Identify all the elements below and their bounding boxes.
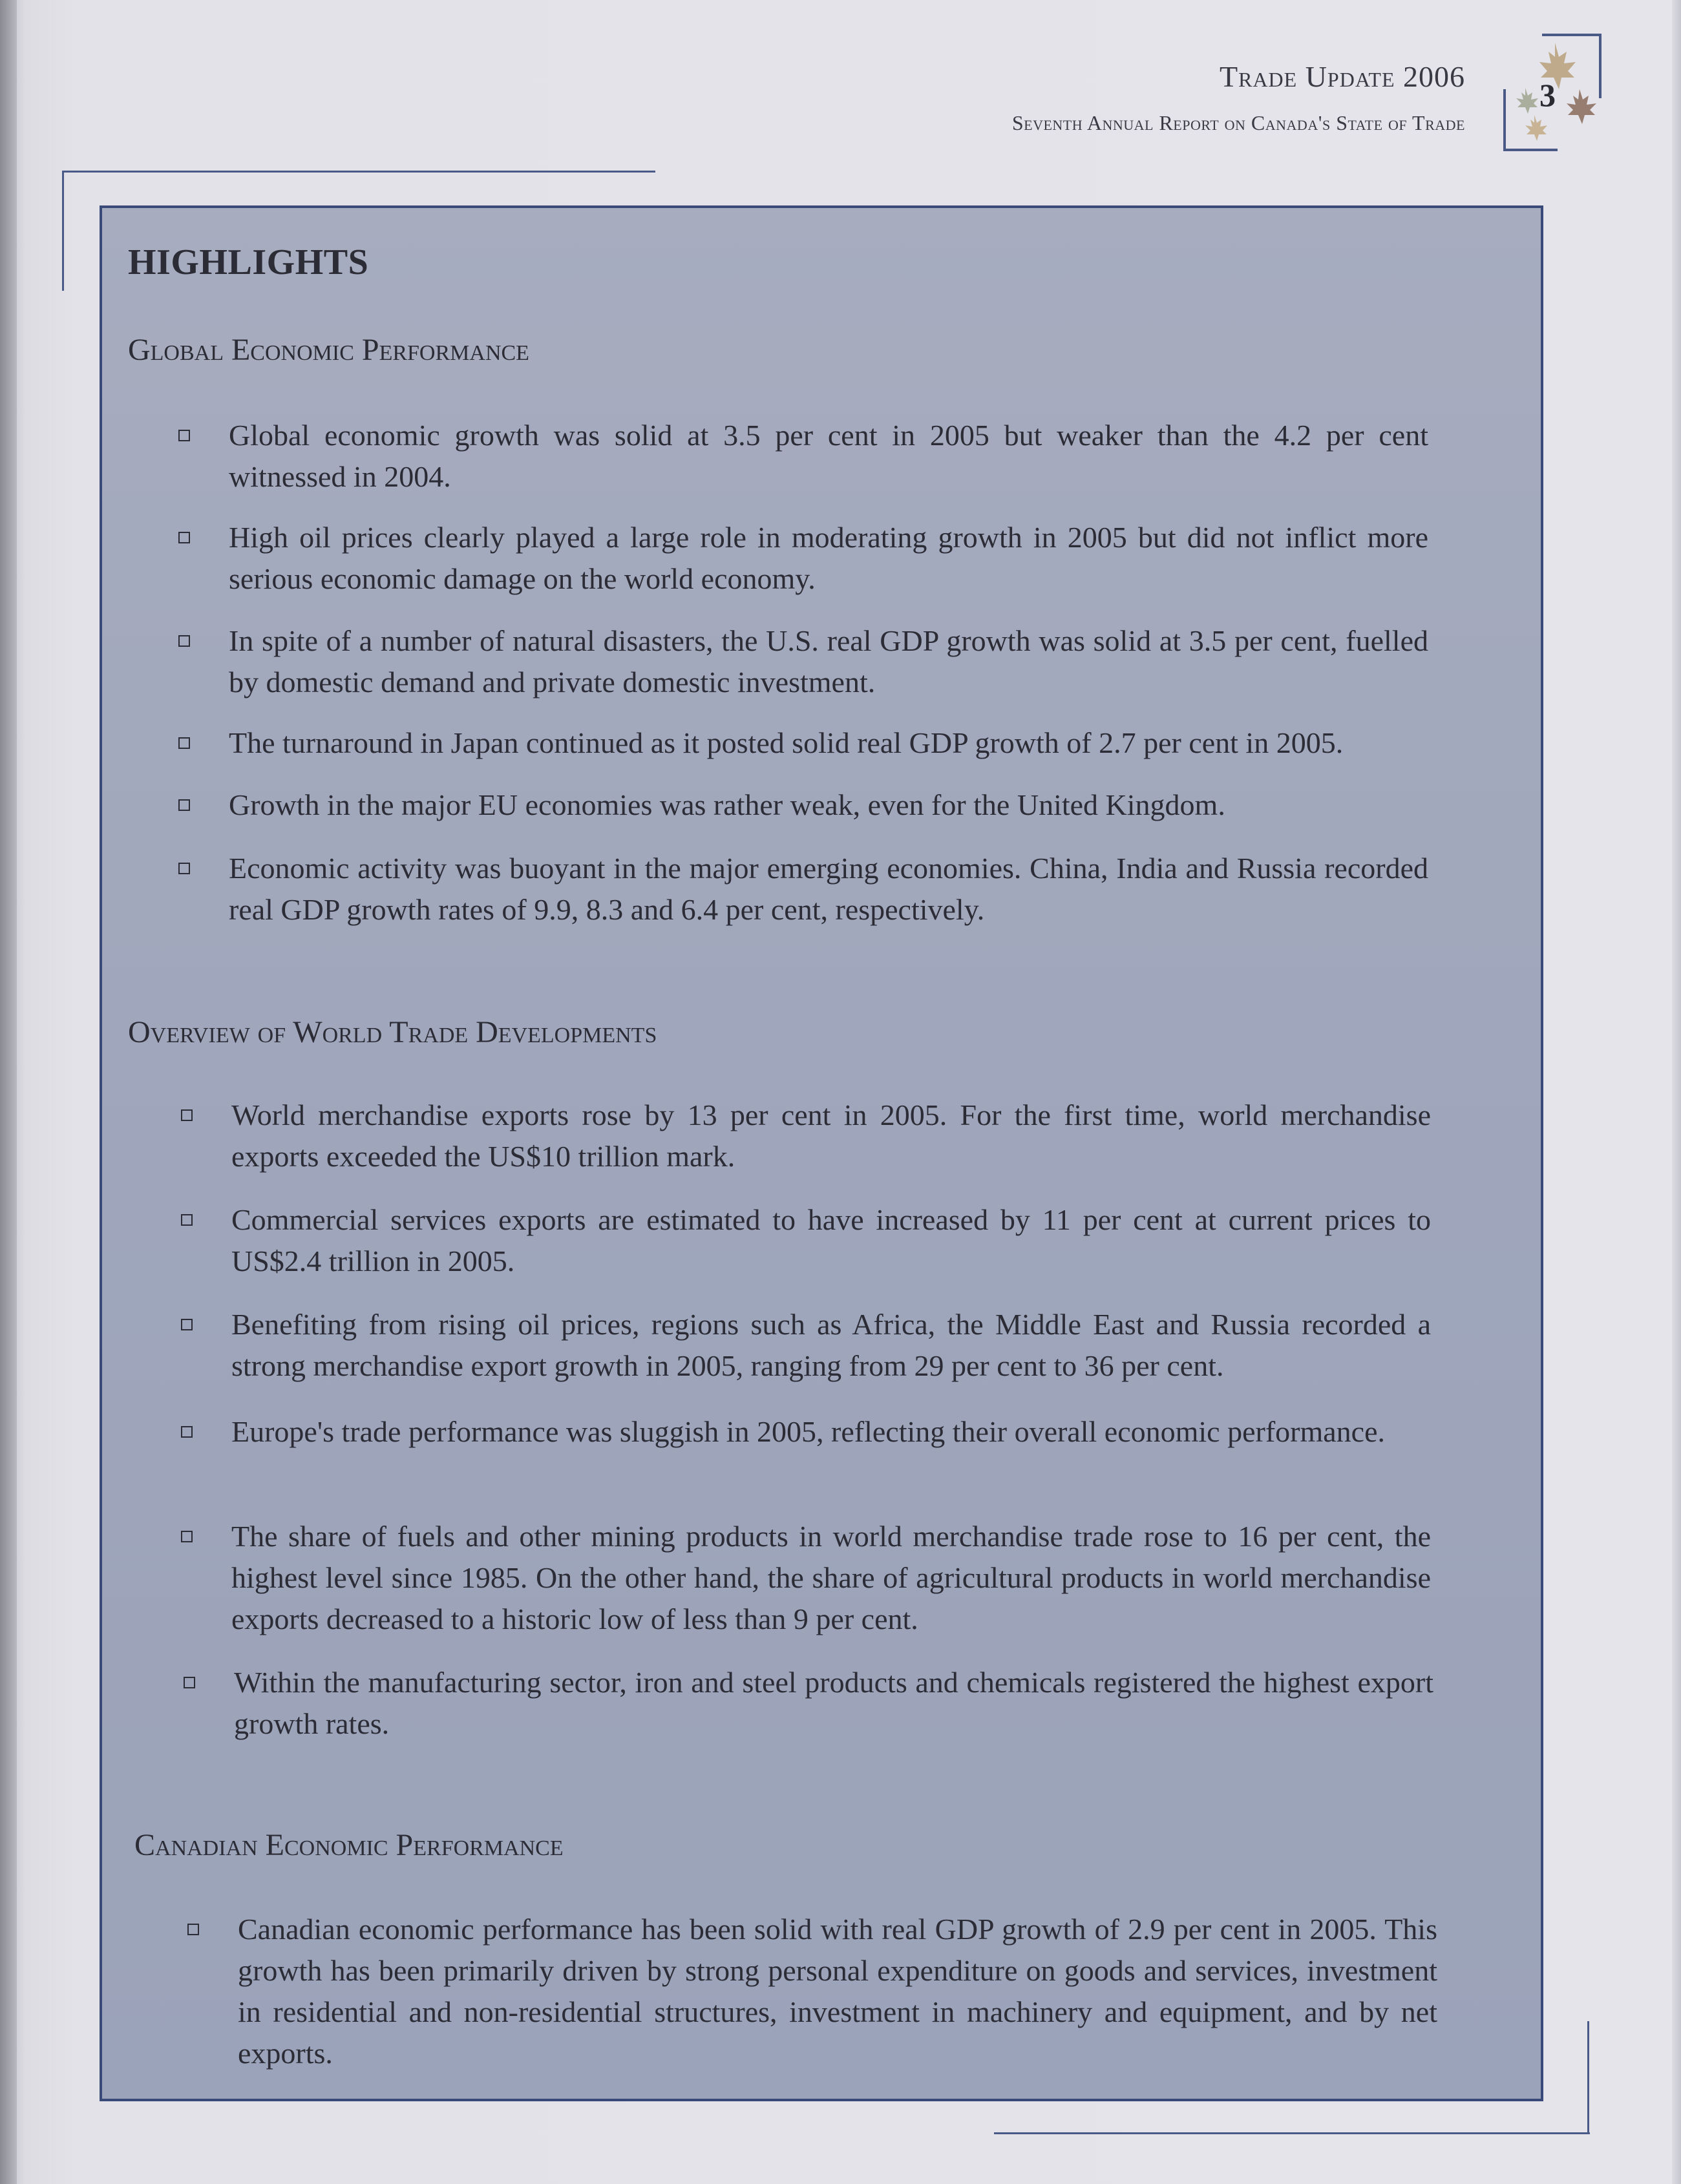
- list-item: [229, 517, 1428, 600]
- checkbox-bullet-icon: [178, 799, 190, 811]
- list-item: [231, 1095, 1431, 1177]
- list-item: [229, 784, 1428, 826]
- page-edge: [1672, 0, 1681, 2184]
- bullet-text: World merchandise exports rose by 13 per cent in 2005. For the first time, world merchandise exports exceeded the US$10 trillion mark.: [231, 1098, 1431, 1173]
- frame-line-top-left: [62, 171, 655, 173]
- list-item: [229, 620, 1428, 703]
- list-item: [231, 1199, 1431, 1282]
- list-item: [231, 1304, 1431, 1387]
- page-corner-logo: [1503, 34, 1604, 151]
- bullet-text: Canadian economic performance has been solid with real GDP growth of 2.9 per cent in 2005. This growth has been primarily driven by strong personal expenditure on goods and services, investment in residential and non-residential structures, investment in machinery and equipment, and by net exports.: [238, 1913, 1437, 2070]
- list-item: [238, 1909, 1437, 2074]
- frame-line-bottom-right: [994, 2132, 1590, 2134]
- list-item: [229, 848, 1428, 930]
- section-title-canadian-economic-performance: Canadian Economic Performance: [134, 1828, 564, 1862]
- checkbox-bullet-icon: [184, 1677, 195, 1688]
- checkbox-bullet-icon: [178, 863, 190, 874]
- checkbox-bullet-icon: [178, 737, 190, 749]
- bullet-text: Economic activity was buoyant in the major emerging economies. China, India and Russia recorded real GDP growth rates of 9.9, 8.3 and 6.4 per cent, respectively.: [229, 852, 1428, 926]
- checkbox-bullet-icon: [178, 430, 190, 441]
- section-title-global-economic-performance: Global Economic Performance: [128, 333, 529, 367]
- bullet-text: The turnaround in Japan continued as it posted solid real GDP growth of 2.7 per cent in 2005.: [229, 726, 1344, 759]
- checkbox-bullet-icon: [178, 635, 190, 647]
- page-binding: [0, 0, 17, 2184]
- list-item: [229, 415, 1428, 498]
- checkbox-bullet-icon: [181, 1531, 193, 1542]
- bullet-text: Growth in the major EU economies was rather weak, even for the United Kingdom.: [229, 788, 1225, 821]
- bullet-text: Europe's trade performance was sluggish in 2005, reflecting their overall economic performance.: [231, 1415, 1385, 1448]
- highlights-panel: [100, 205, 1543, 2101]
- list-item: [231, 1411, 1431, 1453]
- bullet-text: Global economic growth was solid at 3.5 per cent in 2005 but weaker than the 4.2 per cent witnessed in 2004.: [229, 419, 1428, 493]
- report-subtitle: Seventh Annual Report on Canada's State of Trade: [1011, 111, 1465, 134]
- checkbox-bullet-icon: [181, 1109, 193, 1121]
- checkbox-bullet-icon: [187, 1924, 199, 1935]
- list-item: [229, 722, 1428, 764]
- maple-leaves-icon: [1516, 37, 1607, 147]
- checkbox-bullet-icon: [181, 1214, 193, 1226]
- bullet-text: In spite of a number of natural disasters, the U.S. real GDP growth was solid at 3.5 per cent, fuelled by domestic demand and private domestic investment.: [229, 624, 1428, 698]
- bullet-text: The share of fuels and other mining products in world merchandise trade rose to 16 per cent, the highest level since 1985. On the other hand, the share of agricultural products in world merchandise exports decreased to a historic low of less than 9 per cent.: [231, 1520, 1431, 1635]
- bullet-text: Benefiting from rising oil prices, regions such as Africa, the Middle East and Russia recorded a strong merchandise export growth in 2005, ranging from 29 per cent to 36 per cent.: [231, 1308, 1431, 1382]
- checkbox-bullet-icon: [178, 532, 190, 543]
- bullet-text: Commercial services exports are estimated to have increased by 11 per cent at current prices to US$2.4 trillion in 2005.: [231, 1203, 1431, 1277]
- frame-line-right: [1587, 2021, 1589, 2134]
- frame-line-left: [62, 171, 64, 291]
- section-title-world-trade-developments: Overview of World Trade Developments: [128, 1015, 657, 1049]
- report-title: Trade Update 2006: [1220, 60, 1465, 93]
- bullet-text: Within the manufacturing sector, iron and steel products and chemicals registered the highest export growth rates.: [234, 1666, 1433, 1740]
- checkbox-bullet-icon: [181, 1426, 193, 1438]
- list-item: [231, 1516, 1431, 1640]
- list-item: [234, 1662, 1433, 1745]
- highlights-heading: HIGHLIGHTS: [128, 242, 369, 282]
- page-number: 3: [1539, 77, 1556, 113]
- checkbox-bullet-icon: [181, 1319, 193, 1330]
- bullet-text: High oil prices clearly played a large role in moderating growth in 2005 but did not inflict more serious economic damage on the world economy.: [229, 521, 1428, 595]
